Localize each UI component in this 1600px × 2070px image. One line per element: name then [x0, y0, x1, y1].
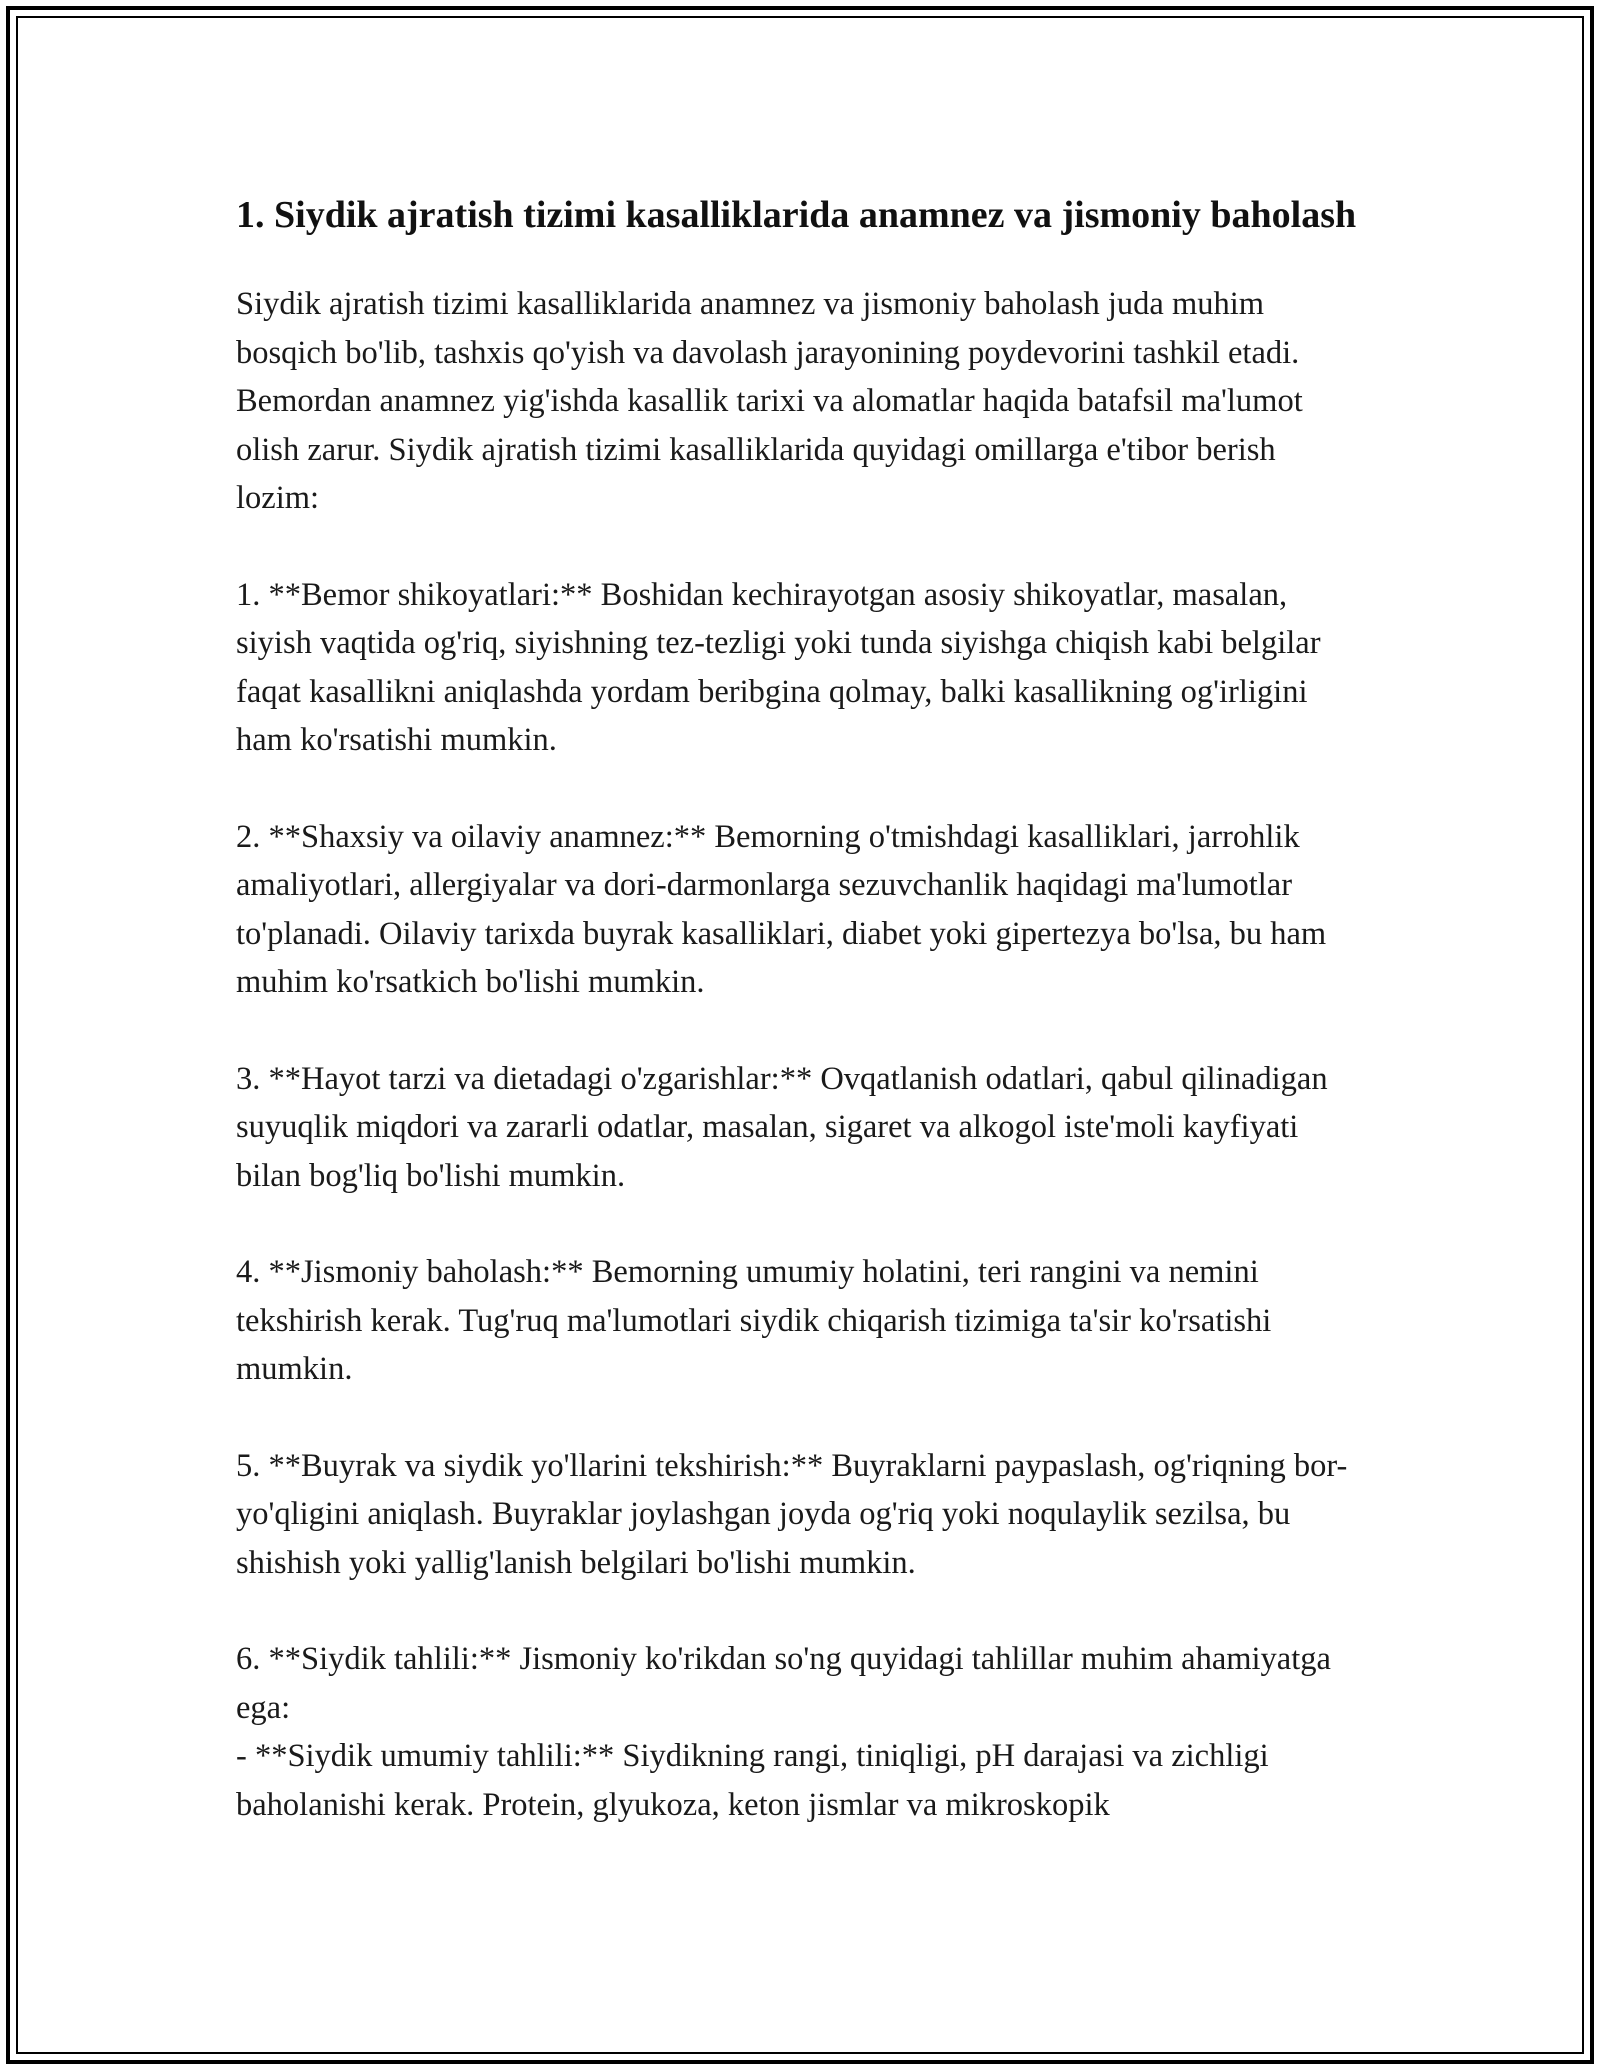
- document-title: 1. Siydik ajratish tizimi kasalliklarida anamnez va jismoniy baholash: [236, 194, 1357, 236]
- list-item-4: 4. **Jismoniy baholash:** Bemorning umumiy holatini, teri rangini va nemini tekshirish kerak. Tug'ruq ma'lumotlari siydik chiqarish tizimiga ta'sir ko'rsatishi mumkin.: [236, 1254, 1272, 1387]
- list-item-5: 5. **Buyrak va siydik yo'llarini tekshirish:** Buyraklarni paypaslash, og'riqning bor-yo'qligini aniqlash. Buyraklar joylashgan joyda og'riq yoki noqulaylik sezilsa, bu shishish yoki yallig'lanish belgilari bo'lishi mumkin.: [236, 1447, 1348, 1581]
- list-item-2: 2. **Shaxsiy va oilaviy anamnez:** Bemorning o'tmishdagi kasalliklari, jarrohlik amaliyotlari, allergiyalar va dori-darmonlarga sezuvchanlik haqidagi ma'lumotlar to'planadi. Oilaviy tarixda buyrak kasalliklari, diabet yoki gipertezya bo'lsa, bu ham muhim ko'rsatkich bo'lishi mumkin.: [236, 818, 1327, 1000]
- list-item-3: 3. **Hayot tarzi va dietadagi o'zgarishlar:** Ovqatlanish odatlari, qabul qilinadigan suyuqlik miqdori va zararli odatlar, masalan, sigaret va alkogol iste'moli kayfiyati bilan bog'liq bo'lishi mumkin.: [236, 1060, 1328, 1194]
- document-body: [236, 188, 1366, 1829]
- list-item-1: 1. **Bemor shikoyatlari:** Boshidan kechirayotgan asosiy shikoyatlar, masalan, siyish vaqtida og'riq, siyishning tez-tezligi yoki tunda siyishga chiqish kabi belgilar faqat kasallikni aniqlashda yordam beribgina qolmay, balki kasallikning og'irligini ham ko'rsatishi mumkin.: [236, 576, 1321, 758]
- intro-paragraph: Siydik ajratish tizimi kasalliklarida anamnez va jismoniy baholash juda muhim bosqich bo'lib, tashxis qo'yish va davolash jarayonining poydevorini tashkil etadi. Bemordan anamnez yig'ishda kasallik tarixi va alomatlar haqida batafsil ma'lumot olish zarur. Siydik ajratish tizimi kasalliklarida quyidagi omillarga e'tibor berish lozim:: [236, 286, 1303, 516]
- list-item-6: 6. **Siydik tahlili:** Jismoniy ko'rikdan so'ng quyidagi tahlillar muhim ahamiyatga ega: - **Siydik umumiy tahlili:** Siydikning rangi, tiniqligi, pH darajasi va zichligi baholanishi kerak. Protein, glyukoza, keton jismlar va mikroskopik: [236, 1641, 1331, 1823]
